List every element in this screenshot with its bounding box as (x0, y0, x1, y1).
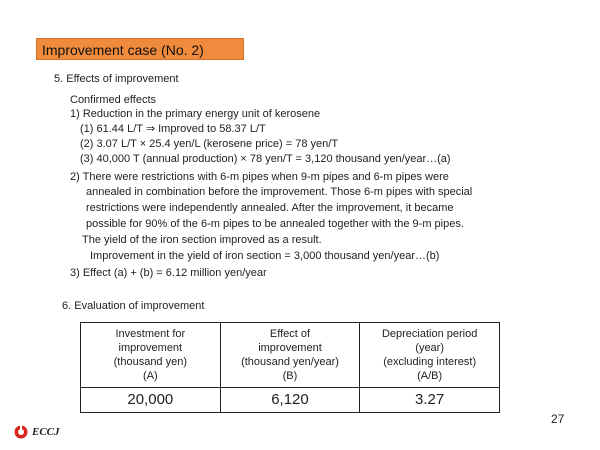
item1-sub2: (2) 3.07 L/T × 25.4 yen/L (kerosene price) = 78 yen/T (80, 138, 339, 150)
item2-line2: annealed in combination before the improvement. Those 6-m pipes with special (86, 186, 473, 198)
item2-line1: 2) There were restrictions with 6-m pipes when 9-m pipes and 6-m pipes were (70, 171, 449, 183)
value-investment: 20,000 (81, 388, 221, 413)
evaluation-table (80, 322, 500, 413)
item2-line4: possible for 90% of the 6-m pipes to be annealed together with the 9-m pipes. (86, 218, 464, 230)
item1-label: 1) Reduction in the primary energy unit of kerosene (70, 108, 321, 120)
header-investment: Investment for improvement (thousand yen) (A) (81, 323, 221, 388)
value-effect: 6,120 (220, 388, 360, 413)
eccj-logo-icon (14, 425, 28, 439)
item3-label: 3) Effect (a) + (b) = 6.12 million yen/year (70, 267, 267, 279)
slide-title: Improvement case (No. 2) (36, 38, 244, 60)
header-effect: Effect of improvement (thousand yen/year) (B) (220, 323, 360, 388)
section5-heading: 5. Effects of improvement (54, 73, 179, 85)
item1-sub1: (1) 61.44 L/T ⇒ Improved to 58.37 L/T (80, 123, 266, 135)
section6-heading: 6. Evaluation of improvement (62, 300, 205, 312)
item2-line5: The yield of the iron section improved as a result. (82, 234, 322, 246)
value-depreciation: 3.27 (360, 388, 500, 413)
eccj-logo (14, 425, 60, 439)
item1-sub3: (3) 40,000 T (annual production) × 78 yen/T = 3,120 thousand yen/year…(a) (80, 153, 451, 165)
confirmed-effects-label: Confirmed effects (70, 94, 157, 106)
item2-line3: restrictions were independently annealed. After the improvement, it became (86, 202, 454, 214)
header-depreciation: Depreciation period (year) (excluding interest) (A/B) (360, 323, 500, 388)
table-header-row (81, 323, 500, 388)
table-value-row (81, 388, 500, 413)
page-number: 27 (551, 412, 565, 426)
logo-text: ECCJ (32, 426, 60, 438)
item2-line6: Improvement in the yield of iron section = 3,000 thousand yen/year…(b) (90, 250, 440, 262)
